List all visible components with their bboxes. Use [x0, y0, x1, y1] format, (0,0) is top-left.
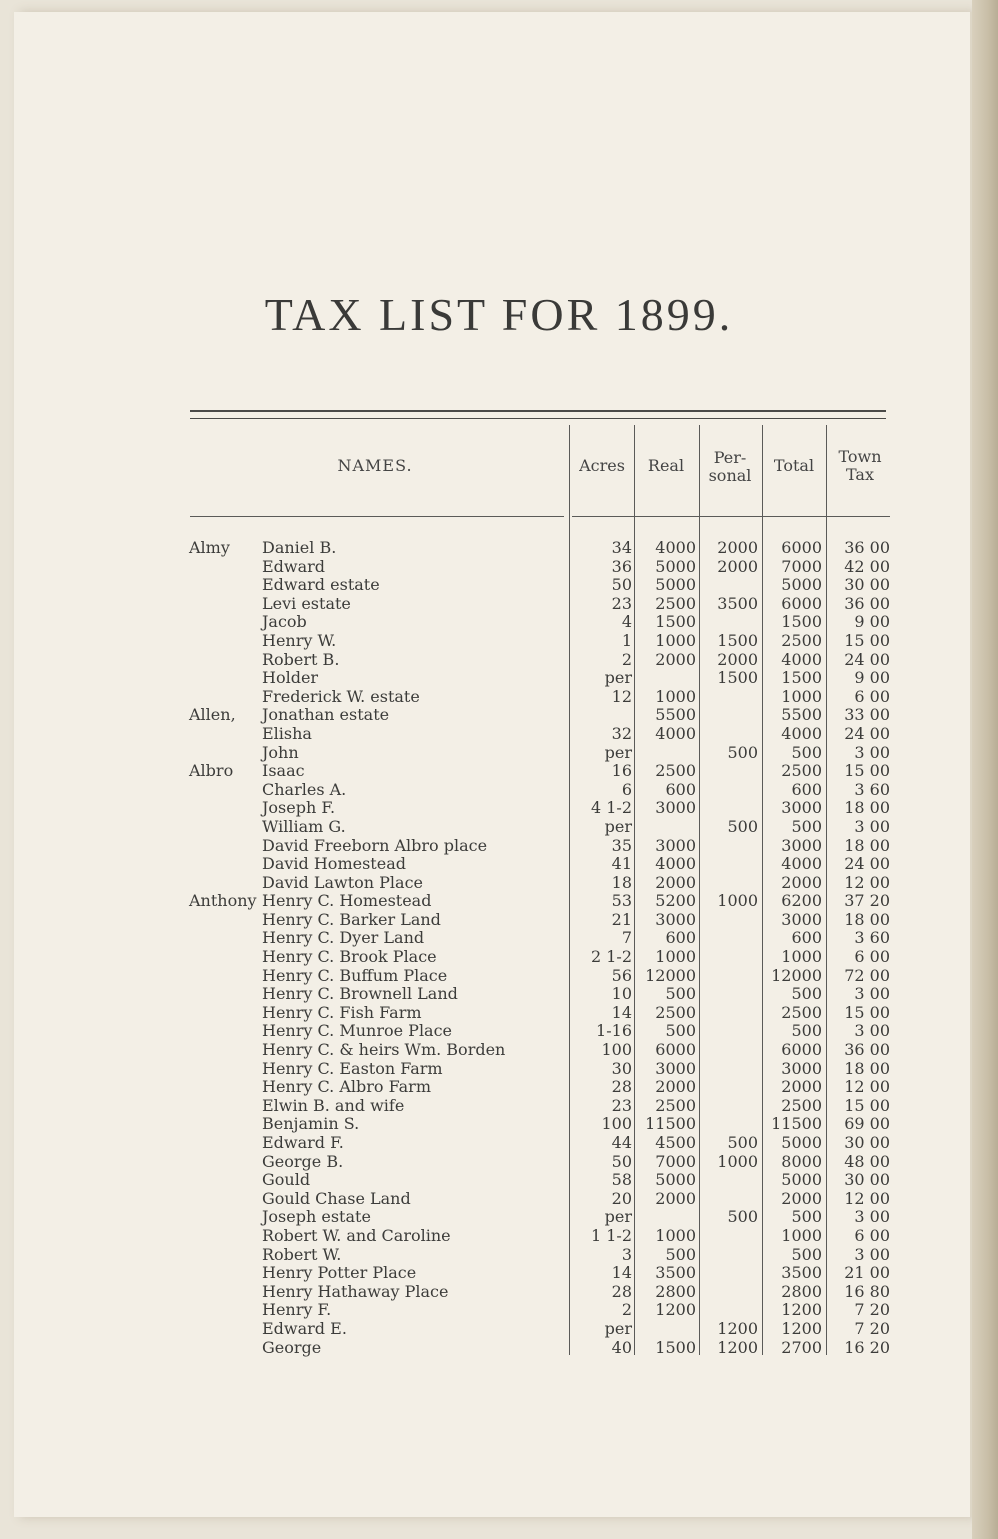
row-acres: 41	[611, 854, 632, 874]
row-acres: 40	[611, 1337, 632, 1357]
row-real: 3000	[655, 1058, 696, 1078]
row-acres: 56	[611, 965, 632, 985]
names-underline	[190, 516, 564, 517]
row-real: 2000	[655, 1077, 696, 1097]
row-total: 500	[791, 984, 822, 1004]
row-town-tax: 15 00	[844, 761, 890, 781]
row-surname: Anthony	[189, 891, 257, 911]
row-real: 2500	[655, 593, 696, 613]
row-acres: 28	[611, 1077, 632, 1097]
row-acres: 3	[621, 1244, 632, 1264]
row-town-tax: 15 00	[844, 630, 890, 650]
row-real: 1000	[655, 947, 696, 967]
row-real: 4000	[655, 538, 696, 557]
row-town-tax: 6 00	[854, 1225, 890, 1245]
row-acres: 2	[621, 649, 632, 669]
row-total: 600	[791, 928, 822, 948]
row-town-tax: 3 00	[854, 1021, 890, 1041]
row-total: 11500	[771, 1114, 822, 1134]
row-total: 600	[791, 779, 822, 799]
row-acres: 32	[611, 723, 632, 743]
row-town-tax: 7 20	[854, 1318, 890, 1338]
row-surname: Allen,	[189, 705, 236, 725]
header-acres: Acres	[579, 456, 625, 475]
row-name: Henry C. Munroe Place	[262, 1021, 453, 1041]
row-name: David Homestead	[262, 854, 406, 874]
row-town-tax: 24 00	[844, 723, 890, 743]
row-name: John	[262, 742, 299, 762]
row-real: 5000	[655, 575, 696, 595]
row-total: 2500	[781, 1095, 822, 1115]
row-personal: 2000	[717, 649, 758, 669]
row-total: 1000	[781, 1225, 822, 1245]
row-total: 2500	[781, 630, 822, 650]
row-total: 4000	[781, 854, 822, 874]
row-total: 8000	[781, 1151, 822, 1171]
row-town-tax: 18 00	[844, 909, 890, 929]
row-name: William G.	[262, 816, 346, 836]
row-name: Edward E.	[262, 1318, 347, 1338]
row-acres: 23	[611, 1095, 632, 1115]
row-total: 3500	[781, 1263, 822, 1283]
row-acres: 53	[611, 891, 632, 911]
row-total: 7000	[781, 556, 822, 576]
row-real: 2800	[655, 1281, 696, 1301]
row-town-tax: 3 60	[854, 779, 890, 799]
row-personal: 2000	[717, 538, 758, 557]
row-real: 12000	[645, 965, 696, 985]
header-town-line1: Town	[838, 447, 882, 466]
row-personal: 3500	[717, 593, 758, 613]
row-real: 2500	[655, 1095, 696, 1115]
row-acres: 50	[611, 575, 632, 595]
row-name: Henry C. Barker Land	[262, 909, 441, 929]
row-town-tax: 6 00	[854, 947, 890, 967]
row-real: 500	[665, 1021, 696, 1041]
row-name: Joseph estate	[262, 1207, 371, 1227]
row-name: Gould	[262, 1170, 311, 1190]
row-name: Gould Chase Land	[262, 1188, 411, 1208]
row-personal: 1200	[717, 1337, 758, 1357]
row-town-tax: 37 20	[844, 891, 890, 911]
row-acres: per	[604, 1318, 632, 1338]
row-total: 500	[791, 816, 822, 836]
row-acres: 100	[601, 1040, 632, 1060]
row-town-tax: 3 00	[854, 984, 890, 1004]
row-name: Jonathan estate	[262, 705, 390, 725]
row-personal: 2000	[717, 556, 758, 576]
row-real: 3000	[655, 798, 696, 818]
row-name: Henry C. Buffum Place	[262, 965, 448, 985]
row-real: 6000	[655, 1040, 696, 1060]
row-name: Robert W.	[262, 1244, 342, 1264]
row-real: 4000	[655, 723, 696, 743]
row-acres: 35	[611, 835, 632, 855]
row-town-tax: 12 00	[844, 1188, 890, 1208]
row-acres: 100	[601, 1114, 632, 1134]
header-total: Total	[773, 456, 815, 475]
row-total: 4000	[781, 649, 822, 669]
row-name: Jacob	[262, 612, 307, 632]
row-name: Henry C. & heirs Wm. Borden	[262, 1040, 506, 1060]
row-town-tax: 30 00	[844, 575, 890, 595]
row-real: 1200	[655, 1300, 696, 1320]
row-name: Charles A.	[262, 779, 347, 799]
row-total: 1000	[781, 686, 822, 706]
row-total: 500	[791, 1021, 822, 1041]
row-surname: Almy	[189, 538, 230, 557]
row-town-tax: 16 20	[844, 1337, 890, 1357]
row-total: 6000	[781, 538, 822, 557]
row-total: 1000	[781, 947, 822, 967]
row-real: 2000	[655, 649, 696, 669]
row-town-tax: 12 00	[844, 872, 890, 892]
row-town-tax: 33 00	[844, 705, 890, 725]
row-town-tax: 3 00	[854, 816, 890, 836]
row-acres: per	[604, 816, 632, 836]
row-total: 1200	[781, 1318, 822, 1338]
row-total: 5000	[781, 1133, 822, 1152]
row-town-tax: 72 00	[844, 965, 890, 985]
row-name: Henry C. Easton Farm	[262, 1058, 443, 1078]
row-total: 2700	[781, 1337, 822, 1357]
row-surname: Albro	[189, 761, 234, 781]
row-real: 5500	[655, 705, 696, 725]
header-names: NAMES.	[337, 456, 413, 475]
row-real: 2500	[655, 761, 696, 781]
row-town-tax: 12 00	[844, 1077, 890, 1097]
header-personal-line1: Per-	[713, 448, 747, 467]
row-name: Joseph F.	[262, 798, 336, 818]
row-acres: 44	[611, 1133, 632, 1152]
row-town-tax: 15 00	[844, 1095, 890, 1115]
row-real: 1000	[655, 1225, 696, 1245]
row-town-tax: 3 60	[854, 928, 890, 948]
row-town-tax: 21 00	[844, 1263, 890, 1283]
header-personal-line2: sonal	[708, 466, 752, 485]
row-total: 1200	[781, 1300, 822, 1320]
row-acres: 6	[621, 779, 632, 799]
row-real: 3000	[655, 835, 696, 855]
row-acres: 12	[611, 686, 632, 706]
row-total: 5000	[781, 1170, 822, 1190]
row-real: 500	[665, 1244, 696, 1264]
row-acres: 14	[611, 1263, 632, 1283]
row-real: 1000	[655, 686, 696, 706]
row-town-tax: 69 00	[844, 1114, 890, 1134]
row-total: 500	[791, 1244, 822, 1264]
row-name: Edward	[262, 556, 326, 576]
row-total: 2000	[781, 1188, 822, 1208]
row-real: 7000	[655, 1151, 696, 1171]
row-name: Henry F.	[262, 1300, 332, 1320]
header-rule-bottom	[190, 418, 886, 419]
row-name: Henry C. Homestead	[262, 891, 432, 911]
row-personal: 1000	[717, 891, 758, 911]
columns-underline	[572, 516, 890, 517]
row-town-tax: 24 00	[844, 854, 890, 874]
row-name: Robert B.	[262, 649, 340, 669]
row-personal: 1500	[717, 630, 758, 650]
row-real: 2000	[655, 1188, 696, 1208]
row-name: Henry C. Brownell Land	[262, 984, 458, 1004]
row-town-tax: 24 00	[844, 649, 890, 669]
row-total: 2000	[781, 1077, 822, 1097]
row-acres: 20	[611, 1188, 632, 1208]
row-name: Daniel B.	[262, 538, 337, 557]
row-town-tax: 36 00	[844, 593, 890, 613]
row-real: 5000	[655, 556, 696, 576]
row-real: 500	[665, 984, 696, 1004]
row-real: 5200	[655, 891, 696, 911]
row-real: 600	[665, 779, 696, 799]
row-acres: 16	[611, 761, 632, 781]
row-name: Robert W. and Caroline	[262, 1225, 451, 1245]
row-town-tax: 3 00	[854, 742, 890, 762]
row-total: 2800	[781, 1281, 822, 1301]
row-real: 11500	[645, 1114, 696, 1134]
row-town-tax: 3 00	[854, 1244, 890, 1264]
row-acres: 7	[621, 928, 632, 948]
row-real: 1500	[655, 612, 696, 632]
row-real: 4500	[655, 1133, 696, 1152]
row-town-tax: 16 80	[844, 1281, 890, 1301]
row-acres: 14	[611, 1002, 632, 1022]
row-acres: 1-16	[596, 1021, 632, 1041]
row-name: Frederick W. estate	[262, 686, 420, 706]
row-total: 6200	[781, 891, 822, 911]
row-personal: 500	[727, 1133, 758, 1152]
row-name: Holder	[262, 668, 319, 688]
row-name: Henry C. Brook Place	[262, 947, 437, 967]
row-name: Levi estate	[262, 593, 351, 613]
row-real: 4000	[655, 854, 696, 874]
row-acres: 1	[621, 630, 632, 650]
row-personal: 500	[727, 816, 758, 836]
row-acres: 4 1-2	[590, 798, 632, 818]
row-name: Edward F.	[262, 1133, 344, 1152]
row-total: 500	[791, 1207, 822, 1227]
row-name: Elwin B. and wife	[262, 1095, 405, 1115]
row-town-tax: 9 00	[854, 668, 890, 688]
row-total: 12000	[771, 965, 822, 985]
row-real: 600	[665, 928, 696, 948]
row-real: 1500	[655, 1337, 696, 1357]
row-total: 1500	[781, 668, 822, 688]
header-rule-top	[190, 410, 886, 412]
row-total: 6000	[781, 593, 822, 613]
row-total: 2500	[781, 1002, 822, 1022]
row-town-tax: 36 00	[844, 1040, 890, 1060]
row-real: 2000	[655, 872, 696, 892]
row-real: 3000	[655, 909, 696, 929]
row-real: 1000	[655, 630, 696, 650]
row-acres: 1 1-2	[590, 1225, 632, 1245]
row-town-tax: 7 20	[854, 1300, 890, 1320]
row-acres: 58	[611, 1170, 632, 1190]
row-town-tax: 3 00	[854, 1207, 890, 1227]
row-name: Benjamin S.	[262, 1114, 360, 1134]
row-name: Elisha	[262, 723, 312, 743]
row-acres: 2	[621, 1300, 632, 1320]
row-name: David Lawton Place	[262, 872, 424, 892]
row-acres: per	[604, 668, 632, 688]
row-town-tax: 42 00	[844, 556, 890, 576]
row-acres: 34	[611, 538, 632, 557]
page-edge	[972, 0, 998, 1539]
row-name: Isaac	[262, 761, 305, 781]
page-title: TAX LIST FOR 1899.	[264, 289, 734, 340]
row-name: Edward estate	[262, 575, 380, 595]
row-name: Henry C. Albro Farm	[262, 1077, 431, 1097]
header-town-line2: Tax	[846, 465, 874, 484]
row-acres: 36	[611, 556, 632, 576]
row-town-tax: 18 00	[844, 798, 890, 818]
row-acres: 18	[611, 872, 632, 892]
row-real: 3500	[655, 1263, 696, 1283]
row-name: George	[262, 1337, 322, 1357]
row-real: 5000	[655, 1170, 696, 1190]
row-personal: 500	[727, 1207, 758, 1227]
row-acres: 50	[611, 1151, 632, 1171]
row-acres: 4	[621, 612, 632, 632]
row-total: 5500	[781, 705, 822, 725]
row-town-tax: 15 00	[844, 1002, 890, 1022]
header-real: Real	[647, 456, 685, 475]
row-personal: 1000	[717, 1151, 758, 1171]
row-town-tax: 18 00	[844, 1058, 890, 1078]
row-total: 3000	[781, 1058, 822, 1078]
row-total: 3000	[781, 835, 822, 855]
row-personal: 1500	[717, 668, 758, 688]
row-town-tax: 9 00	[854, 612, 890, 632]
row-town-tax: 36 00	[844, 538, 890, 557]
row-total: 1500	[781, 612, 822, 632]
row-name: Henry C. Fish Farm	[262, 1002, 422, 1022]
row-town-tax: 30 00	[844, 1133, 890, 1152]
row-acres: 21	[611, 909, 632, 929]
row-total: 500	[791, 742, 822, 762]
row-acres: 28	[611, 1281, 632, 1301]
row-name: Henry W.	[262, 630, 337, 650]
row-acres: per	[604, 742, 632, 762]
row-total: 3000	[781, 909, 822, 929]
row-total: 4000	[781, 723, 822, 743]
row-acres: 10	[611, 984, 632, 1004]
row-personal: 500	[727, 742, 758, 762]
row-name: George B.	[262, 1151, 344, 1171]
row-town-tax: 30 00	[844, 1170, 890, 1190]
row-name: Henry Hathaway Place	[262, 1281, 449, 1301]
row-name: David Freeborn Albro place	[262, 835, 488, 855]
row-personal: 1200	[717, 1318, 758, 1338]
row-total: 5000	[781, 575, 822, 595]
row-total: 2500	[781, 761, 822, 781]
row-name: Henry C. Dyer Land	[262, 928, 425, 948]
row-town-tax: 6 00	[854, 686, 890, 706]
row-town-tax: 48 00	[844, 1151, 890, 1171]
row-acres: per	[604, 1207, 632, 1227]
row-total: 2000	[781, 872, 822, 892]
row-total: 3000	[781, 798, 822, 818]
row-real: 2500	[655, 1002, 696, 1022]
row-acres: 2 1-2	[590, 947, 632, 967]
row-acres: 23	[611, 593, 632, 613]
row-acres: 30	[611, 1058, 632, 1078]
row-name: Henry Potter Place	[262, 1263, 417, 1283]
row-total: 6000	[781, 1040, 822, 1060]
row-town-tax: 18 00	[844, 835, 890, 855]
